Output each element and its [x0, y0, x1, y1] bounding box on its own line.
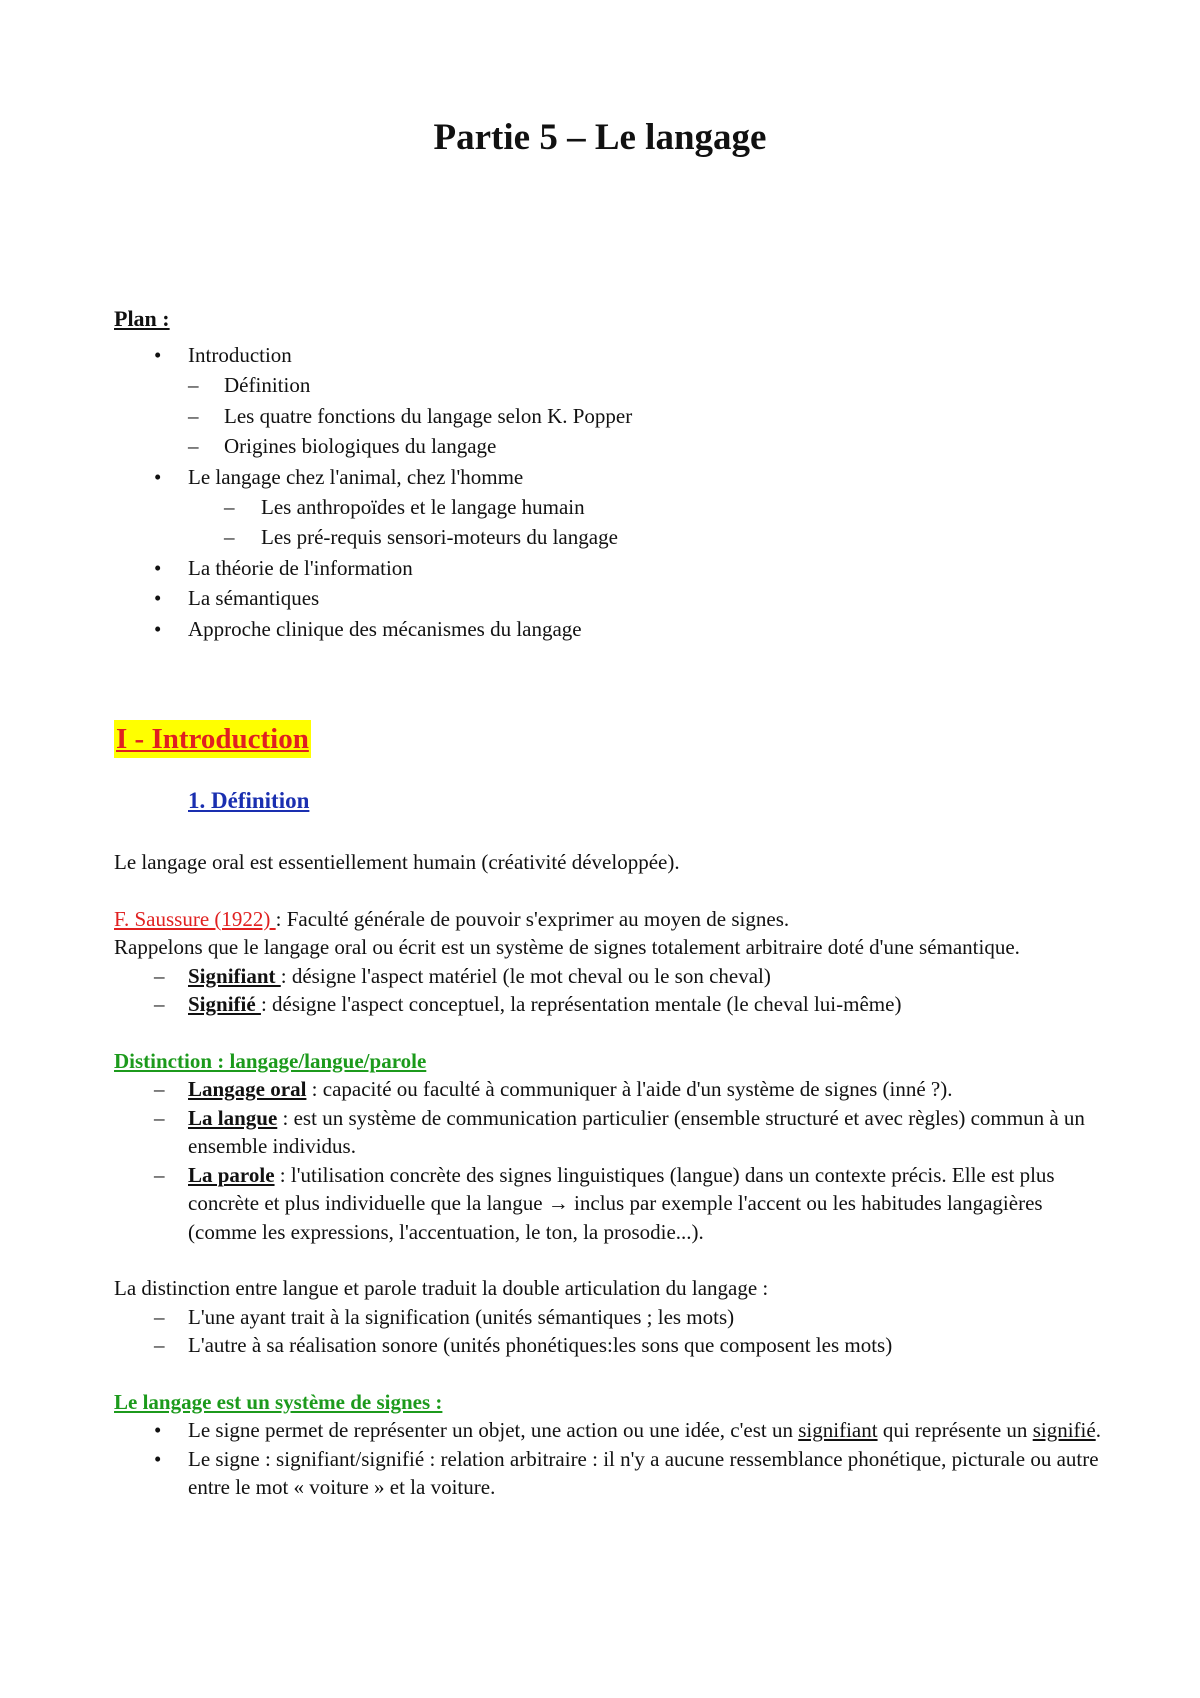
- dash-marker: –: [224, 525, 235, 550]
- list-item-text: L'autre à sa réalisation sonore (unités phonétiques:les sons que composent les mots): [188, 1333, 893, 1357]
- section-content: [114, 848, 1104, 1502]
- plan-item-text: Approche clinique des mécanismes du langage: [188, 616, 582, 641]
- list-item-text: L'une ayant trait à la signification (unités sémantiques ; les mots): [188, 1304, 735, 1329]
- plan-item: [114, 370, 1114, 400]
- term-definition: : est un système de communication particulier (ensemble structuré et avec règles) commun à un ensemble individus.: [188, 1105, 1085, 1158]
- list-item: [114, 990, 1104, 1019]
- plan-item-text: Les pré-requis sensori-moteurs du langage: [261, 525, 618, 550]
- underlined-signifie: signifié: [1032, 1418, 1096, 1442]
- plan-item-text: Origines biologiques du langage: [224, 434, 497, 459]
- plan-item: [114, 553, 1114, 583]
- rappel-paragraph: Rappelons que le langage oral ou écrit est un système de signes totalement arbitraire doté d'une sémantique.: [114, 935, 1020, 959]
- dash-marker: –: [154, 1105, 165, 1130]
- plan-item-text: Introduction: [188, 343, 292, 367]
- bullet-marker: •: [154, 1418, 162, 1442]
- plan-item: [114, 340, 1114, 370]
- term-signifie: Signifié: [188, 992, 261, 1016]
- dash-marker: –: [188, 373, 199, 398]
- list-item: [114, 1416, 1104, 1445]
- plan-item: [114, 522, 1114, 552]
- dash-marker: –: [154, 1333, 165, 1357]
- plan-heading: Plan :: [114, 306, 170, 331]
- term-la-langue: La langue: [188, 1105, 278, 1130]
- list-item-text: .: [1095, 1418, 1101, 1442]
- plan-item-text: Définition: [224, 373, 311, 398]
- bullet-marker: •: [154, 464, 162, 489]
- plan-item-text: Les quatre fonctions du langage selon K. Popper: [224, 403, 633, 428]
- dash-marker: –: [154, 992, 165, 1016]
- distinction-list: [114, 1075, 1104, 1246]
- paragraph-gap: [114, 1246, 1104, 1274]
- distinction-heading: Distinction : langage/langue/parole: [114, 1048, 427, 1073]
- bullet-marker: •: [154, 1446, 162, 1471]
- list-item: [114, 1303, 1104, 1332]
- list-item: [114, 1075, 1104, 1104]
- subsection-heading-definition: 1. Définition: [188, 788, 310, 813]
- list-item: [114, 1331, 1104, 1360]
- list-item-text: qui représente un: [877, 1418, 1033, 1442]
- plan-item: [114, 431, 1114, 461]
- system-heading: Le langage est un système de signes :: [114, 1389, 443, 1414]
- plan-item: [114, 462, 1114, 492]
- paragraph-gap: [114, 1360, 1104, 1388]
- list-item: [114, 1104, 1104, 1161]
- articulation-paragraph: La distinction entre langue et parole traduit la double articulation du langage :: [114, 1276, 769, 1300]
- plan-item: [114, 401, 1114, 431]
- dash-marker: –: [188, 403, 199, 428]
- term-definition: : désigne l'aspect matériel (le mot cheval ou le son cheval): [280, 963, 771, 988]
- list-item-text: Le signe permet de représenter un objet, une action ou une idée, c'est un: [188, 1418, 799, 1442]
- term-definition: : l'utilisation concrète des signes linguistiques (langue) dans un contexte précis. Elle est plus concrète et plus individuelle que la langue → inclus par exemple l'accent ou les habitudes langagières (comme les expressions, l'accentuation, le ton, la prosodie...).: [188, 1162, 1055, 1244]
- plan: [114, 306, 1114, 644]
- plan-list: [114, 340, 1114, 644]
- saussure-paragraph: [114, 905, 1104, 934]
- bullet-marker: •: [154, 586, 162, 611]
- list-item-text: Le signe : signifiant/signifié : relation arbitraire : il n'y a aucune ressemblance phonétique, picturale ou autre entre le mot « voiture » et la voiture.: [188, 1446, 1099, 1499]
- plan-item: [114, 492, 1114, 522]
- term-signifiant: Signifiant: [188, 963, 281, 988]
- dash-marker: –: [154, 1077, 165, 1101]
- dash-marker: –: [154, 963, 165, 988]
- term-definition: : capacité ou faculté à communiquer à l'aide d'un système de signes (inné ?).: [306, 1077, 953, 1101]
- dash-marker: –: [224, 494, 235, 519]
- sign-list: [114, 962, 1104, 1019]
- saussure-reference: F. Saussure (1922): [114, 906, 276, 931]
- bullet-marker: •: [154, 616, 162, 641]
- plan-item-text: La théorie de l'information: [188, 555, 413, 580]
- saussure-definition: : Faculté générale de pouvoir s'exprimer au moyen de signes.: [275, 906, 790, 931]
- underlined-signifiant: signifiant: [798, 1418, 878, 1442]
- bullet-marker: •: [154, 555, 162, 580]
- document-title: Partie 5 – Le langage: [433, 117, 767, 158]
- term-langage-oral: Langage oral: [188, 1077, 307, 1101]
- list-item: [114, 962, 1104, 991]
- plan-item-text: La sémantiques: [188, 586, 320, 611]
- term-la-parole: La parole: [188, 1162, 275, 1187]
- bullet-marker: •: [154, 343, 162, 367]
- plan-item-text: Le langage chez l'animal, chez l'homme: [188, 464, 524, 489]
- dash-marker: –: [188, 434, 199, 459]
- section-heading-introduction: I - Introduction: [114, 720, 311, 758]
- paragraph-gap: [114, 877, 1104, 905]
- term-definition: : désigne l'aspect conceptuel, la représentation mentale (le cheval lui-même): [260, 992, 902, 1016]
- paragraph-gap: [114, 1019, 1104, 1047]
- dash-marker: –: [154, 1304, 165, 1329]
- plan-item-text: Les anthropoïdes et le langage humain: [261, 494, 585, 519]
- system-list: [114, 1416, 1104, 1502]
- list-item: [114, 1445, 1104, 1502]
- articulation-list: [114, 1303, 1104, 1360]
- plan-item: [114, 614, 1114, 644]
- dash-marker: –: [154, 1162, 165, 1187]
- intro-paragraph: Le langage oral est essentiellement humain (créativité développée).: [114, 850, 680, 874]
- plan-item: [114, 583, 1114, 613]
- list-item: [114, 1161, 1104, 1247]
